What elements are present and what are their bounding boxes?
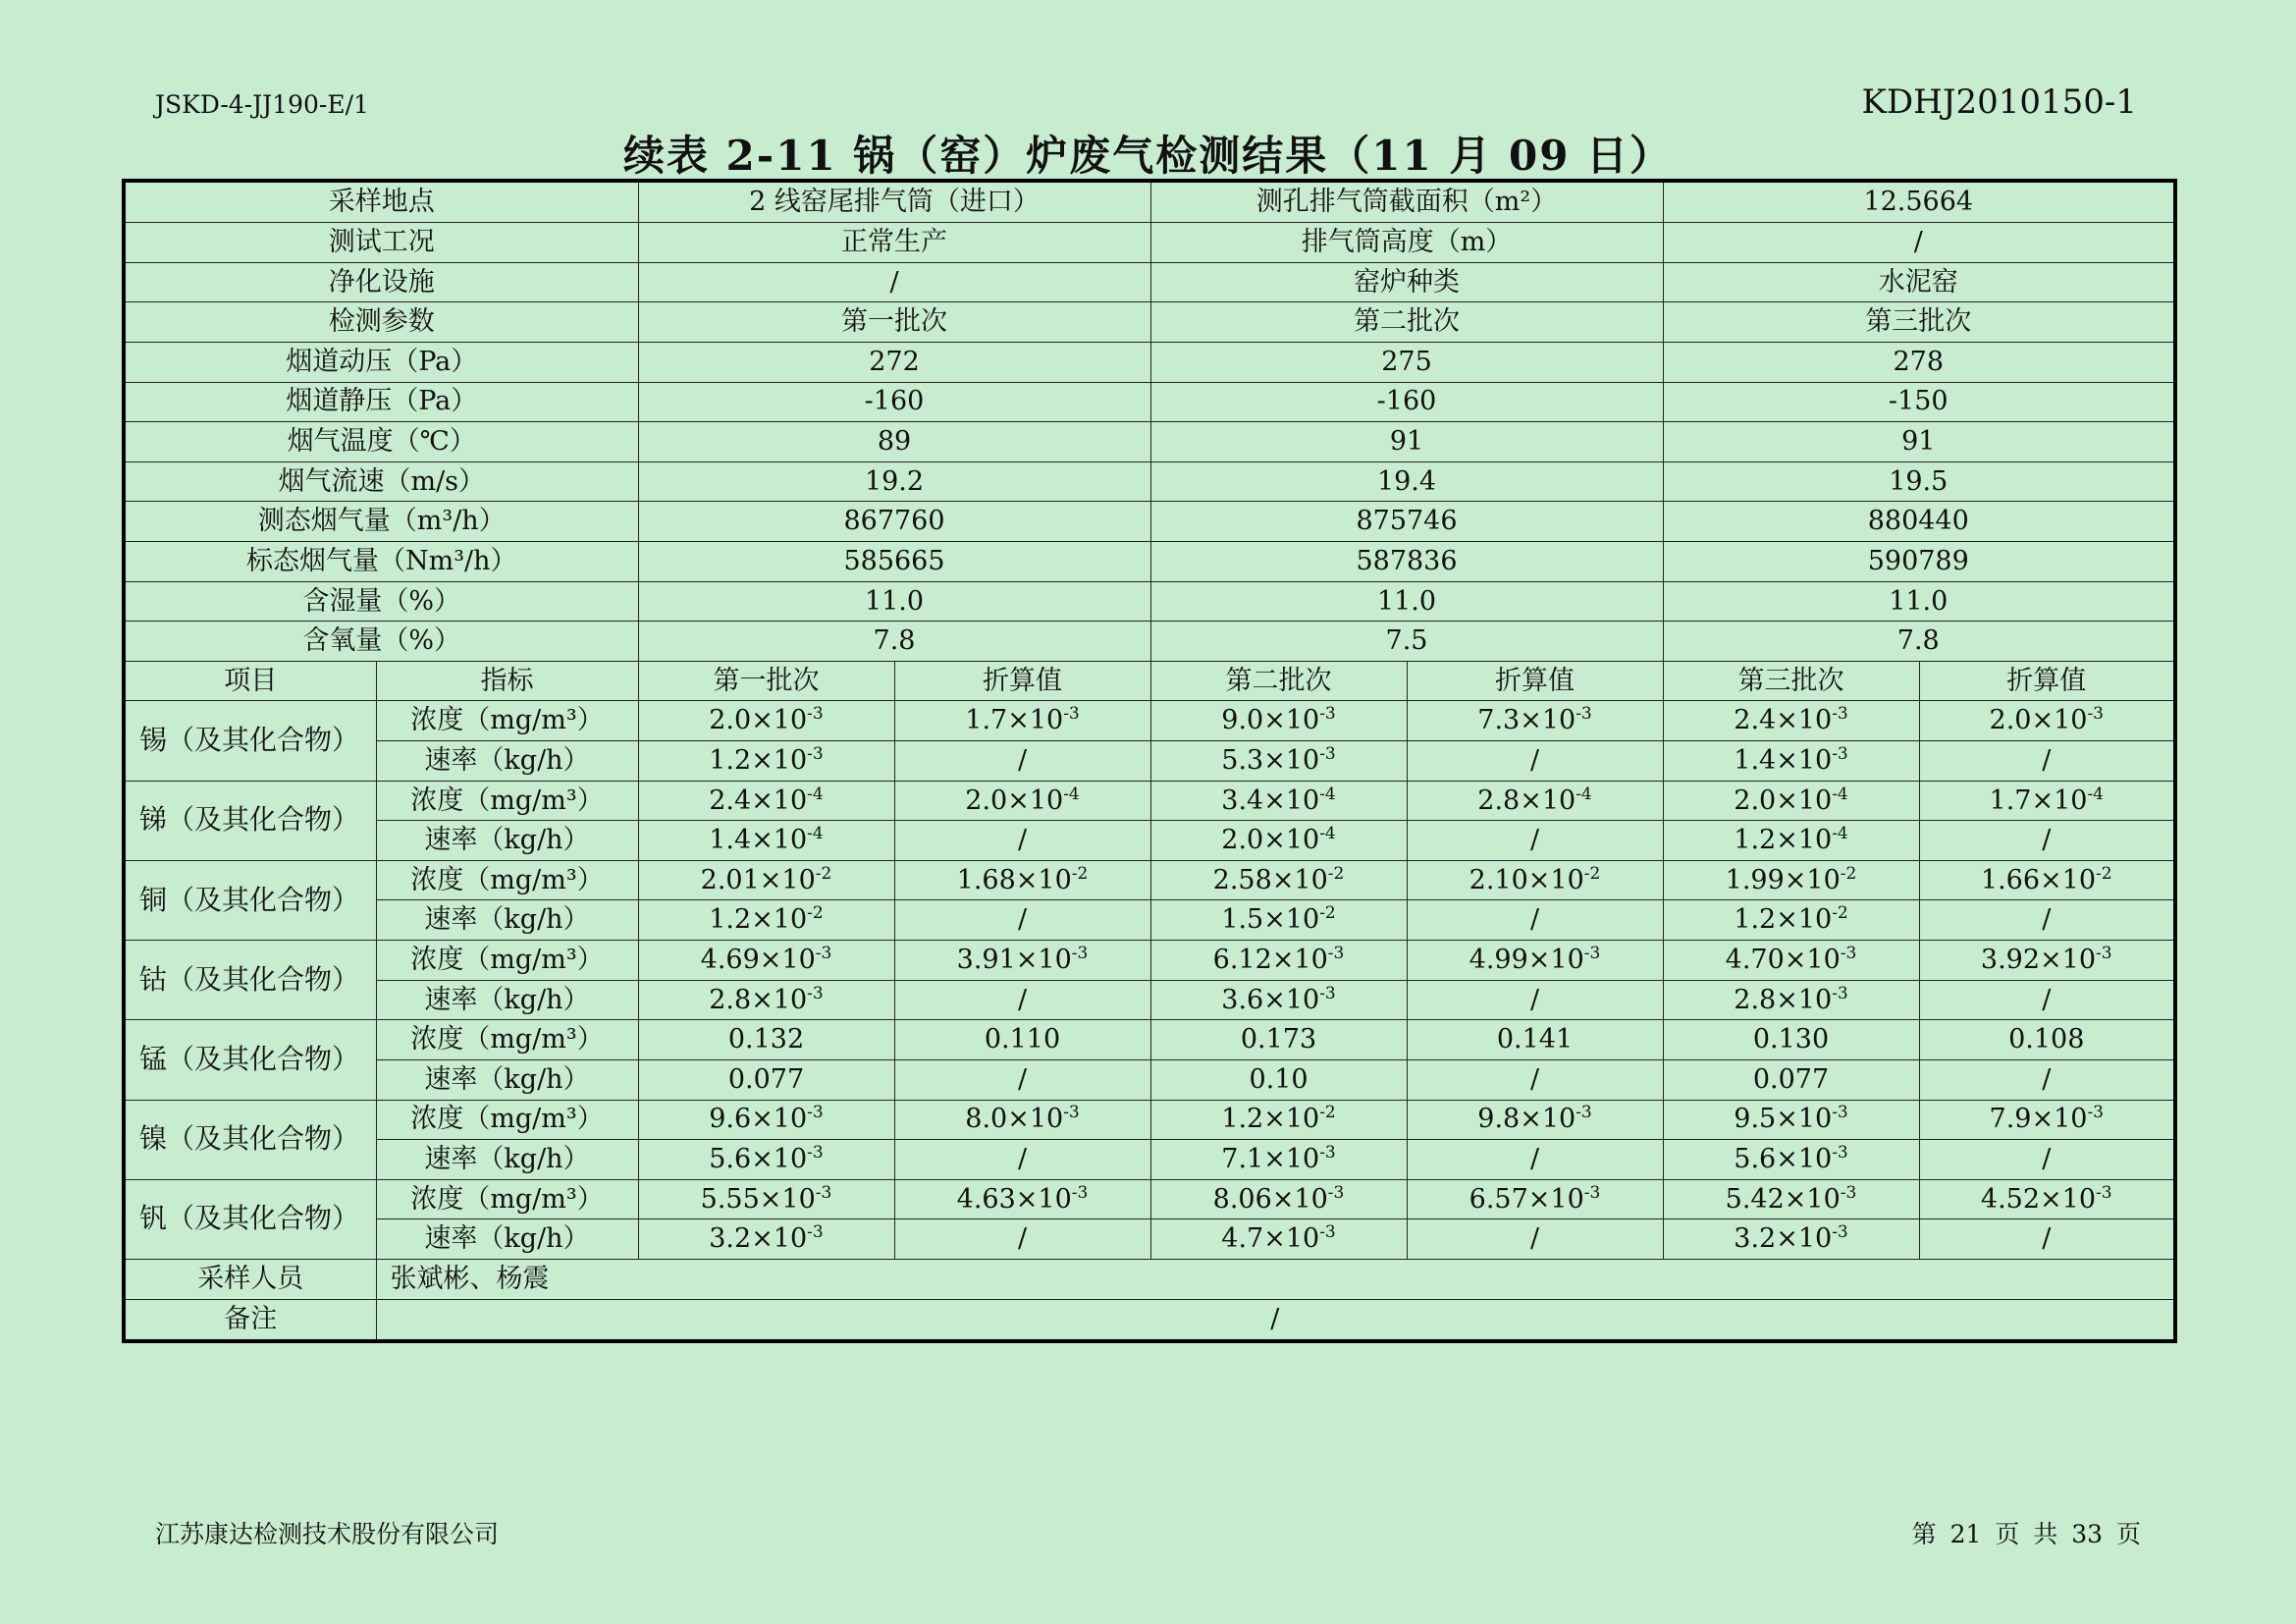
result-header-batch1: 第一批次 [638, 661, 894, 701]
result-value: $1.2\times 10^{-3}$ [638, 741, 894, 782]
result-value: $1.2\times 10^{-2}$ [1150, 1100, 1407, 1140]
item-name: 锡（及其化合物） [124, 701, 376, 781]
param-label: 含氧量（%） [124, 622, 638, 662]
exponent: -3 [1327, 1182, 1345, 1203]
exponent: -2 [1319, 1103, 1336, 1123]
param-row [124, 541, 2175, 581]
param-value: 875746 [1150, 502, 1663, 542]
param-value: 89 [638, 422, 1150, 462]
exponent: -3 [1071, 944, 1089, 964]
result-header-conv3: 折算值 [1919, 661, 2175, 701]
exponent: -2 [1583, 863, 1601, 884]
index-label: 速率（kg/h） [376, 1219, 638, 1260]
exponent: -3 [1319, 743, 1336, 764]
exponent: -3 [1832, 1103, 1848, 1123]
result-value: $1.66\times 10^{-2}$ [1919, 860, 2175, 900]
exponent: -4 [1832, 824, 1848, 844]
result-value: $4.52\times 10^{-3}$ [1919, 1179, 2175, 1219]
exponent: -3 [807, 704, 824, 725]
param-value: 11.0 [638, 581, 1150, 622]
index-label: 浓度（mg/m³） [376, 860, 638, 900]
page-title: 续表 2-11 锅（窑）炉废气检测结果（11 月 09 日） [622, 132, 1674, 180]
result-value: / [894, 1059, 1150, 1100]
table-row [124, 1059, 2175, 1100]
index-label: 浓度（mg/m³） [376, 1020, 638, 1060]
result-value: $2.8\times 10^{-3}$ [1663, 980, 1919, 1020]
result-value: $5.6\times 10^{-3}$ [638, 1140, 894, 1180]
table-row [124, 781, 2175, 821]
exponent: -3 [1583, 944, 1601, 964]
info-row [124, 223, 2175, 263]
document-code: JSKD-4-JJ190-E/1 [155, 90, 369, 119]
info-value: 正常生产 [638, 223, 1150, 263]
param-label: 烟道动压（Pa） [124, 342, 638, 382]
exponent: -3 [1840, 944, 1857, 964]
result-value: / [1407, 1140, 1663, 1180]
remark-value: / [376, 1299, 2175, 1341]
result-header-row [124, 661, 2175, 701]
result-value: $3.2\times 10^{-3}$ [1663, 1219, 1919, 1260]
exponent: -3 [1832, 1143, 1848, 1164]
index-label: 速率（kg/h） [376, 741, 638, 782]
param-value: 11.0 [1150, 581, 1663, 622]
param-value: 585665 [638, 541, 1150, 581]
exponent: -2 [807, 903, 824, 924]
param-header-row [124, 302, 2175, 343]
result-value: / [894, 980, 1150, 1020]
exponent: -2 [1071, 863, 1089, 884]
result-value: $6.57\times 10^{-3}$ [1407, 1179, 1663, 1219]
result-value: 0.077 [638, 1059, 894, 1100]
exponent: -3 [1071, 1182, 1089, 1203]
param-value: 7.8 [1663, 622, 2175, 662]
result-header-batch2: 第二批次 [1150, 661, 1407, 701]
result-value: / [1919, 1140, 2175, 1180]
item-name: 锰（及其化合物） [124, 1020, 376, 1100]
param-value: 11.0 [1663, 581, 2175, 622]
table-row [124, 941, 2175, 981]
exponent: -4 [1063, 784, 1080, 804]
company-name: 江苏康达检测技术股份有限公司 [155, 1520, 500, 1548]
result-value: $2.8\times 10^{-4}$ [1407, 781, 1663, 821]
result-value: $7.1\times 10^{-3}$ [1150, 1140, 1407, 1180]
info-label: 测孔排气筒截面积（m²） [1150, 181, 1663, 223]
batch-header: 第三批次 [1663, 302, 2175, 343]
result-value: 0.141 [1407, 1020, 1663, 1060]
result-value: 0.110 [894, 1020, 1150, 1060]
table-row [124, 1219, 2175, 1260]
param-value: 7.5 [1150, 622, 1663, 662]
result-value: $3.4\times 10^{-4}$ [1150, 781, 1407, 821]
result-value: 0.077 [1663, 1059, 1919, 1100]
exponent: -4 [1319, 824, 1336, 844]
index-label: 浓度（mg/m³） [376, 1100, 638, 1140]
batch-header: 第二批次 [1150, 302, 1663, 343]
result-value: $1.2\times 10^{-2}$ [1663, 900, 1919, 941]
result-value: $2.0\times 10^{-4}$ [894, 781, 1150, 821]
result-value: $2.0\times 10^{-3}$ [638, 701, 894, 741]
param-row [124, 382, 2175, 422]
info-label: 净化设施 [124, 262, 638, 302]
param-value: 867760 [638, 502, 1150, 542]
info-row [124, 262, 2175, 302]
table-row [124, 1140, 2175, 1180]
index-label: 速率（kg/h） [376, 1059, 638, 1100]
exponent: -4 [807, 824, 824, 844]
exponent: -3 [1840, 1182, 1857, 1203]
exponent: -3 [1063, 1103, 1080, 1123]
result-value: $5.6\times 10^{-3}$ [1663, 1140, 1919, 1180]
param-row [124, 461, 2175, 502]
result-header-conv2: 折算值 [1407, 661, 1663, 701]
param-row [124, 502, 2175, 542]
exponent: -3 [807, 743, 824, 764]
exponent: -4 [1832, 784, 1848, 804]
param-value: 91 [1150, 422, 1663, 462]
item-name: 钴（及其化合物） [124, 941, 376, 1020]
result-value: / [1919, 1059, 2175, 1100]
param-row [124, 581, 2175, 622]
exponent: -3 [1832, 1222, 1848, 1243]
item-name: 锑（及其化合物） [124, 781, 376, 860]
result-value: 0.132 [638, 1020, 894, 1060]
index-label: 速率（kg/h） [376, 1140, 638, 1180]
param-value: 278 [1663, 342, 2175, 382]
result-value: $1.68\times 10^{-2}$ [894, 860, 1150, 900]
exponent: -3 [1063, 704, 1080, 725]
result-value: $6.12\times 10^{-3}$ [1150, 941, 1407, 981]
result-value: $7.3\times 10^{-3}$ [1407, 701, 1663, 741]
exponent: -3 [1575, 1103, 1592, 1123]
result-value: / [1919, 741, 2175, 782]
param-value: 19.4 [1150, 461, 1663, 502]
result-value: $2.0\times 10^{-4}$ [1150, 821, 1407, 861]
index-label: 速率（kg/h） [376, 980, 638, 1020]
param-row [124, 622, 2175, 662]
index-label: 浓度（mg/m³） [376, 781, 638, 821]
result-value: / [1919, 1219, 2175, 1260]
param-value: 587836 [1150, 541, 1663, 581]
exponent: -2 [1319, 903, 1336, 924]
exponent: -3 [1319, 1222, 1336, 1243]
table-row [124, 900, 2175, 941]
result-value: $3.6\times 10^{-3}$ [1150, 980, 1407, 1020]
result-value: / [1407, 980, 1663, 1020]
result-value: / [894, 1219, 1150, 1260]
info-label: 采样地点 [124, 181, 638, 223]
exponent: -3 [2087, 704, 2104, 725]
exponent: -3 [807, 1103, 824, 1123]
result-value: / [1407, 1219, 1663, 1260]
exponent: -4 [1319, 784, 1336, 804]
result-value: $1.7\times 10^{-3}$ [894, 701, 1150, 741]
table-row [124, 1179, 2175, 1219]
result-value: $1.2\times 10^{-2}$ [638, 900, 894, 941]
param-label: 标态烟气量（Nm³/h） [124, 541, 638, 581]
result-value: 0.130 [1663, 1020, 1919, 1060]
result-value: $1.2\times 10^{-4}$ [1663, 821, 1919, 861]
table-row [124, 1100, 2175, 1140]
result-value: $2.01\times 10^{-2}$ [638, 860, 894, 900]
result-value: $2.4\times 10^{-4}$ [638, 781, 894, 821]
exponent: -3 [815, 944, 832, 964]
result-value: $4.69\times 10^{-3}$ [638, 941, 894, 981]
remark-label: 备注 [124, 1299, 376, 1341]
param-label: 含湿量（%） [124, 581, 638, 622]
exponent: -2 [1832, 903, 1848, 924]
param-value: -150 [1663, 382, 2175, 422]
table-row [124, 1020, 2175, 1060]
exponent: -3 [1319, 704, 1336, 725]
result-value: $3.92\times 10^{-3}$ [1919, 941, 2175, 981]
exponent: -2 [2096, 863, 2112, 884]
result-value: / [1407, 741, 1663, 782]
exponent: -3 [1832, 983, 1848, 1003]
index-label: 速率（kg/h） [376, 821, 638, 861]
exponent: -3 [815, 1182, 832, 1203]
index-label: 浓度（mg/m³） [376, 941, 638, 981]
table-row [124, 860, 2175, 900]
param-label: 烟道静压（Pa） [124, 382, 638, 422]
result-value: / [1919, 900, 2175, 941]
index-label: 浓度（mg/m³） [376, 1179, 638, 1219]
info-value: 水泥窑 [1663, 262, 2175, 302]
result-value: / [1407, 900, 1663, 941]
param-label: 烟气温度（℃） [124, 422, 638, 462]
sampler-row [124, 1259, 2175, 1299]
result-value: $1.7\times 10^{-4}$ [1919, 781, 2175, 821]
param-value: 275 [1150, 342, 1663, 382]
result-value: $9.6\times 10^{-3}$ [638, 1100, 894, 1140]
exponent: -3 [807, 983, 824, 1003]
result-value: $2.58\times 10^{-2}$ [1150, 860, 1407, 900]
result-value: $2.0\times 10^{-3}$ [1919, 701, 2175, 741]
param-header-label: 检测参数 [124, 302, 638, 343]
param-value: 19.2 [638, 461, 1150, 502]
exponent: -4 [807, 784, 824, 804]
item-name: 铜（及其化合物） [124, 860, 376, 940]
info-label: 测试工况 [124, 223, 638, 263]
param-value: 590789 [1663, 541, 2175, 581]
result-value: $8.06\times 10^{-3}$ [1150, 1179, 1407, 1219]
info-value: / [638, 262, 1150, 302]
result-value: $2.4\times 10^{-3}$ [1663, 701, 1919, 741]
info-label: 排气筒高度（m） [1150, 223, 1663, 263]
param-value: 880440 [1663, 502, 2175, 542]
exponent: -3 [807, 1143, 824, 1164]
item-name: 钒（及其化合物） [124, 1179, 376, 1259]
result-value: $2.10\times 10^{-2}$ [1407, 860, 1663, 900]
param-label: 测态烟气量（m³/h） [124, 502, 638, 542]
info-value: / [1663, 223, 2175, 263]
param-value: 91 [1663, 422, 2175, 462]
result-value: $8.0\times 10^{-3}$ [894, 1100, 1150, 1140]
info-value: 2 线窑尾排气筒（进口） [638, 181, 1150, 223]
exponent: -3 [1327, 944, 1345, 964]
result-value: / [1919, 980, 2175, 1020]
result-value: $5.55\times 10^{-3}$ [638, 1179, 894, 1219]
exponent: -3 [1832, 704, 1848, 725]
exponent: -3 [807, 1222, 824, 1243]
results-table [122, 179, 2177, 1343]
result-value: 0.108 [1919, 1020, 2175, 1060]
exponent: -2 [1327, 863, 1345, 884]
result-value: $9.0\times 10^{-3}$ [1150, 701, 1407, 741]
param-value: 7.8 [638, 622, 1150, 662]
result-value: / [894, 821, 1150, 861]
table-row [124, 980, 2175, 1020]
result-value: $3.2\times 10^{-3}$ [638, 1219, 894, 1260]
result-value: / [1919, 821, 2175, 861]
exponent: -3 [1832, 743, 1848, 764]
exponent: -3 [1319, 1143, 1336, 1164]
result-value: / [894, 900, 1150, 941]
result-header-item: 项目 [124, 661, 376, 701]
result-value: $4.70\times 10^{-3}$ [1663, 941, 1919, 981]
result-header-index: 指标 [376, 661, 638, 701]
result-value: $3.91\times 10^{-3}$ [894, 941, 1150, 981]
item-name: 镍（及其化合物） [124, 1100, 376, 1179]
sampler-label: 采样人员 [124, 1259, 376, 1299]
exponent: -4 [1575, 784, 1592, 804]
result-value: $4.7\times 10^{-3}$ [1150, 1219, 1407, 1260]
result-value: / [894, 1140, 1150, 1180]
result-value: 0.173 [1150, 1020, 1407, 1060]
exponent: -3 [1575, 704, 1592, 725]
exponent: -2 [815, 863, 832, 884]
result-value: $1.99\times 10^{-2}$ [1663, 860, 1919, 900]
result-value: $1.4\times 10^{-3}$ [1663, 741, 1919, 782]
param-value: 19.5 [1663, 461, 2175, 502]
page-number: 第 21 页 共 33 页 [1911, 1520, 2141, 1548]
param-row [124, 422, 2175, 462]
param-value: -160 [638, 382, 1150, 422]
exponent: -3 [1583, 1182, 1601, 1203]
result-value: $5.42\times 10^{-3}$ [1663, 1179, 1919, 1219]
index-label: 浓度（mg/m³） [376, 701, 638, 741]
result-value: $4.63\times 10^{-3}$ [894, 1179, 1150, 1219]
result-value: 0.10 [1150, 1059, 1407, 1100]
result-value: $5.3\times 10^{-3}$ [1150, 741, 1407, 782]
index-label: 速率（kg/h） [376, 900, 638, 941]
result-value: / [1407, 1059, 1663, 1100]
result-value: $4.99\times 10^{-3}$ [1407, 941, 1663, 981]
exponent: -3 [2096, 1182, 2112, 1203]
result-value: $9.8\times 10^{-3}$ [1407, 1100, 1663, 1140]
report-number: KDHJ2010150-1 [1861, 82, 2137, 122]
result-value: $1.4\times 10^{-4}$ [638, 821, 894, 861]
param-value: -160 [1150, 382, 1663, 422]
table-row [124, 821, 2175, 861]
table-row [124, 701, 2175, 741]
result-header-conv1: 折算值 [894, 661, 1150, 701]
result-value: $7.9\times 10^{-3}$ [1919, 1100, 2175, 1140]
table-row [124, 741, 2175, 782]
param-value: 272 [638, 342, 1150, 382]
result-value: / [1407, 821, 1663, 861]
exponent: -3 [1319, 983, 1336, 1003]
param-row [124, 342, 2175, 382]
result-value: / [894, 741, 1150, 782]
batch-header: 第一批次 [638, 302, 1150, 343]
exponent: -2 [1840, 863, 1857, 884]
result-value: $2.0\times 10^{-4}$ [1663, 781, 1919, 821]
info-label: 窑炉种类 [1150, 262, 1663, 302]
exponent: -3 [2096, 944, 2112, 964]
exponent: -4 [2087, 784, 2104, 804]
result-value: $9.5\times 10^{-3}$ [1663, 1100, 1919, 1140]
result-header-batch3: 第三批次 [1663, 661, 1919, 701]
info-row [124, 181, 2175, 223]
exponent: -3 [2087, 1103, 2104, 1123]
result-value: $1.5\times 10^{-2}$ [1150, 900, 1407, 941]
param-label: 烟气流速（m/s） [124, 461, 638, 502]
remark-row [124, 1299, 2175, 1341]
sampler-value: 张斌彬、杨震 [376, 1259, 2175, 1299]
result-value: $2.8\times 10^{-3}$ [638, 980, 894, 1020]
info-value: 12.5664 [1663, 181, 2175, 223]
